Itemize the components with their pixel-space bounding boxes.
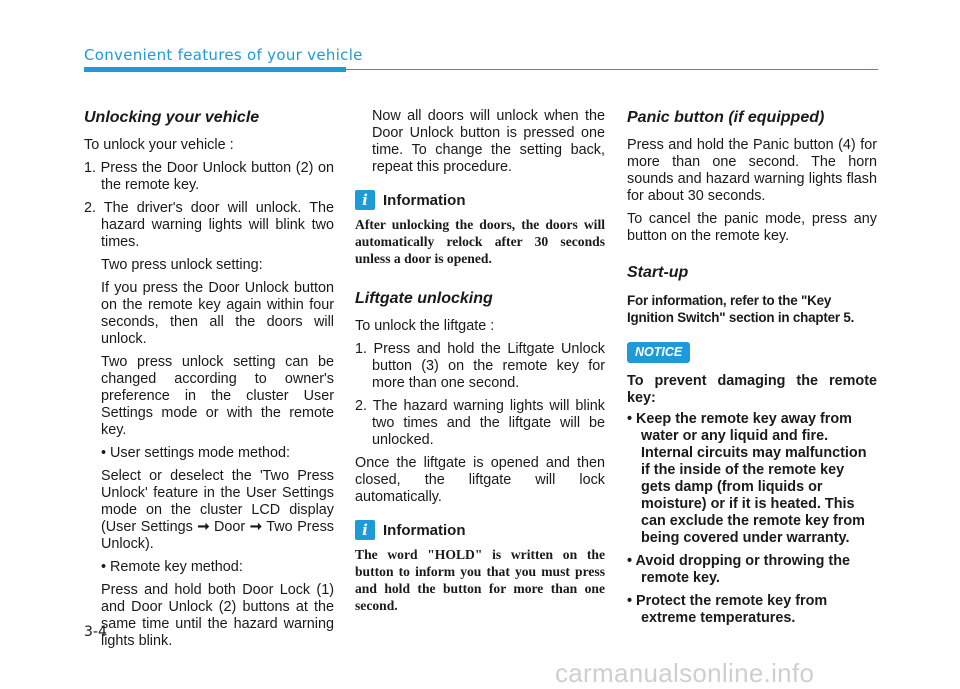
user-settings-text-b: Two Press Unlock).	[101, 519, 334, 552]
notice-bullet: • Avoid dropping or throwing the remote key.	[627, 553, 850, 586]
column-middle	[355, 108, 605, 626]
unlock-intro: To unlock your vehicle :	[84, 137, 234, 153]
unlock-step-2: 2. The driver's door will unlock. The hazard warning lights will blink two times.	[84, 200, 334, 250]
arrow-right-icon: ➞	[249, 519, 262, 535]
info-icon: i	[355, 190, 375, 210]
two-press-change-text: Two press unlock setting can be changed according to owner's preference in the cluster User Settings mode or with the remote key.	[101, 354, 334, 438]
unlock-step-1: 1. Press the Door Unlock button (2) on the remote key.	[84, 160, 334, 193]
remote-key-bullet: • Remote key method:	[101, 559, 243, 575]
info-box-header	[355, 520, 605, 540]
header-rule	[346, 69, 878, 70]
user-settings-text-a: Select or deselect the 'Two Press Unlock' feature in the User Settings mode on the cluster LCD display (User Settings	[101, 468, 334, 535]
two-press-text: If you press the Door Unlock button on the remote key again within four seconds, then all the doors will unlock.	[101, 280, 334, 347]
column-right	[627, 108, 877, 633]
info-body-relock: After unlocking the doors, the doors will automatically relock after 30 seconds unless a door is opened.	[355, 217, 605, 266]
section-heading-panic: Panic button (if equipped)	[627, 109, 825, 126]
info-title: Information	[383, 521, 466, 539]
startup-text: For information, refer to the "Key Ignition Switch" section in chapter 5.	[627, 293, 855, 325]
liftgate-step-2: 2. The hazard warning lights will blink two times and the liftgate will be unlocked.	[355, 398, 605, 448]
info-box-header	[355, 190, 605, 210]
notice-bullet: • Keep the remote key away from water or any liquid and fire. Internal circuits may malfunction if the inside of the remote key gets damp (from liquids or moisture) or if it is heated. This can exclude the remote key from being covered under warranty.	[627, 411, 867, 546]
liftgate-intro: To unlock the liftgate :	[355, 318, 495, 334]
remote-key-text: Press and hold both Door Lock (1) and Door Unlock (2) buttons at the same time until the hazard warning lights blink.	[101, 582, 334, 649]
column-left	[84, 108, 334, 656]
info-title: Information	[383, 191, 466, 209]
user-settings-text	[84, 468, 334, 553]
two-press-label: Two press unlock setting:	[101, 257, 263, 273]
arrow-right-icon: ➞	[197, 519, 210, 535]
continue-text: Now all doors will unlock when the Door Unlock button is pressed one time. To change the setting back, repeat this procedure.	[372, 108, 605, 175]
notice-intro: To prevent damaging the remote key:	[627, 373, 877, 406]
section-heading-unlocking: Unlocking your vehicle	[84, 109, 260, 126]
watermark-text: carmanualsonline.info	[555, 658, 815, 688]
header-accent-bar	[84, 67, 346, 72]
info-icon: i	[355, 520, 375, 540]
panic-text: Press and hold the Panic button (4) for more than one second. The horn sounds and hazard warning lights flash for about 30 seconds.	[627, 137, 877, 204]
page-header-title: Convenient features of your vehicle	[84, 46, 363, 64]
user-settings-door: Door	[214, 519, 246, 535]
page-number: 3-4	[84, 624, 107, 640]
notice-body	[627, 373, 877, 627]
liftgate-after-text: Once the liftgate is opened and then closed, the liftgate will lock automatically.	[355, 455, 605, 505]
user-settings-bullet: • User settings mode method:	[101, 445, 291, 461]
info-body-hold: The word "HOLD" is written on the button to inform you that you must press and hold the button for more than one second.	[355, 547, 605, 613]
notice-bullet: • Protect the remote key from extreme temperatures.	[627, 593, 828, 626]
section-heading-startup: Start-up	[627, 264, 689, 281]
section-heading-liftgate: Liftgate unlocking	[355, 290, 493, 307]
panic-cancel-text: To cancel the panic mode, press any button on the remote key.	[627, 211, 877, 244]
notice-badge: NOTICE	[627, 342, 690, 363]
liftgate-step-1: 1. Press and hold the Liftgate Unlock button (3) on the remote key for more than one second.	[355, 341, 605, 391]
